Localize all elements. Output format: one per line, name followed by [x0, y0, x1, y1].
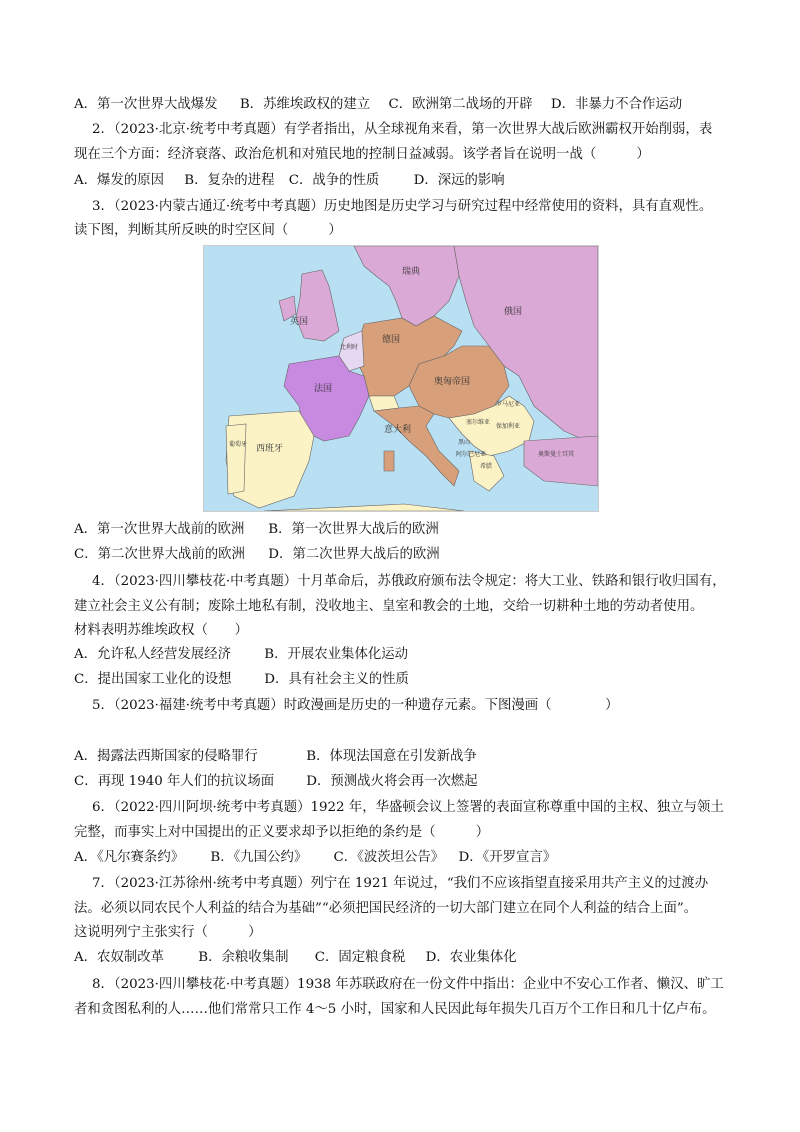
- q2-option-a[interactable]: A．爆发的原因: [74, 173, 165, 188]
- region-portugal: [226, 424, 246, 494]
- map-label-montenegro: 黑山: [458, 439, 471, 446]
- map-label-belgium: 比利时: [340, 344, 359, 351]
- q4-option-c[interactable]: C．提出国家工业化的设想: [74, 672, 232, 687]
- q4-stem-line2: 建立社会主义公有制；废除土地私有制，没收地主、皇室和教会的土地，交给一切耕种土地的劳动者使用。: [74, 599, 704, 614]
- q7-options: [74, 948, 517, 968]
- region-sardinia: [384, 451, 394, 471]
- q4-options-row1: [74, 645, 408, 665]
- q6-options: [74, 848, 556, 868]
- q1-option-a[interactable]: A．第一次世界大战爆发: [74, 97, 218, 112]
- q6-option-a[interactable]: A．《凡尔赛条约》: [74, 850, 185, 865]
- map-label-portugal: 葡萄牙: [229, 441, 248, 448]
- q4-option-a[interactable]: A．允许私人经营发展经济: [74, 647, 231, 662]
- q1-option-c[interactable]: C．欧洲第二战场的开辟: [388, 97, 533, 112]
- q3-option-b[interactable]: B．第一次世界大战后的欧洲: [268, 522, 439, 537]
- q6-stem-line1: 6．（2022·四川阿坝·统考中考真题）1922 年，华盛顿会议上签署的表面宣称尊重中国的主权、独立与领土: [92, 800, 724, 815]
- q5-options-row2: [74, 772, 478, 792]
- q8-stem-line1: 8．（2023·四川攀枝花·中考真题）1938 年苏联政府在一份文件中指出：企业中不安心工作者、懒汉、旷工: [92, 977, 724, 992]
- q6-option-b[interactable]: B．《九国公约》: [210, 850, 308, 865]
- q3-stem-line2: 读下图，判断其所反映的时空区间（ ）: [74, 223, 342, 238]
- q1-option-b[interactable]: B．苏维埃政权的建立: [239, 97, 371, 112]
- map-label-spain: 西班牙: [256, 444, 284, 454]
- q7-option-c[interactable]: C．固定粮食税: [314, 950, 406, 965]
- q3-option-a[interactable]: A．第一次世界大战前的欧洲: [74, 522, 245, 537]
- q7-option-a[interactable]: A．农奴制改革: [74, 950, 165, 965]
- q3-option-c[interactable]: C．第二次世界大战前的欧洲: [74, 547, 245, 562]
- europe-map: [203, 245, 599, 512]
- q4-option-b[interactable]: B．开展农业集体化运动: [264, 647, 409, 662]
- q2-option-d[interactable]: D．深远的影响: [413, 173, 505, 188]
- q4-stem-line1: 4．（2023·四川攀枝花·中考真题）十月革命后，苏俄政府颁布法令规定：将大工业、铁路和银行收归国有，: [92, 574, 726, 589]
- q4-stem-line3: 材料表明苏维埃政权（ ）: [74, 623, 249, 638]
- q3-option-d[interactable]: D．第二次世界大战后的欧洲: [268, 547, 440, 562]
- q2-option-b[interactable]: B．复杂的进程: [184, 173, 275, 188]
- map-label-france: 法国: [314, 384, 333, 394]
- map-label-germany: 德国: [382, 335, 401, 345]
- q5-options-row1: [74, 747, 477, 767]
- map-label-romania: 罗马尼亚: [496, 401, 521, 408]
- q2-stem-line1: 2．（2023·北京·统考中考真题）有学者指出，从全球视角来看，第一次世界大战后欧洲霸权开始削弱，表: [92, 122, 713, 137]
- q2-options: [74, 171, 505, 191]
- map-label-ottoman: 奥斯曼土耳其: [538, 451, 575, 458]
- map-label-albania: 阿尔巴尼亚: [456, 451, 487, 458]
- map-label-serbia: 塞尔维亚: [466, 419, 491, 426]
- q3-stem-line1: 3．（2023·内蒙古通辽·统考中考真题）历史地图是历史学习与研究过程中经常使用的资料，具有直观性。: [92, 199, 713, 214]
- q2-stem-line2: 现在三个方面：经济衰落、政治危机和对殖民地的控制日益减弱。该学者旨在说明一战（ ）: [74, 147, 650, 162]
- q3-options-row2: [74, 545, 440, 565]
- europe-map-svg: [204, 246, 598, 511]
- map-label-sweden: 瑞典: [402, 267, 421, 277]
- q5-option-d[interactable]: D．预测战火将会再一次燃起: [306, 774, 478, 789]
- q5-stem-line1: 5．（2023·福建·统考中考真题）时政漫画是历史的一种遗存元素。下图漫画（ ）: [92, 698, 619, 713]
- q7-option-d[interactable]: D．农业集体化: [425, 950, 517, 965]
- map-label-russia: 俄国: [504, 307, 523, 317]
- q5-option-b[interactable]: B．体现法国意在引发新战争: [306, 749, 477, 764]
- map-label-bulgaria: 保加利亚: [496, 423, 521, 430]
- q5-option-a[interactable]: A．揭露法西斯国家的侵略罪行: [74, 749, 258, 764]
- q6-option-d[interactable]: D．《开罗宣言》: [458, 850, 557, 865]
- q4-option-d[interactable]: D．具有社会主义的性质: [264, 672, 409, 687]
- q7-stem-line3: 这说明列宁主张实行（ ）: [74, 925, 262, 940]
- q7-stem-line1: 7．（2023·江苏徐州·统考中考真题）列宁在 1921 年说过，“我们不应该指望直接采用共产主义的过渡办: [92, 876, 709, 891]
- q7-stem-line2: 法。必须以同农民个人利益的结合为基础”“必须把国民经济的一切大部门建立在同个人利益的结合上面”。: [74, 901, 698, 916]
- q4-options-row2: [74, 670, 409, 690]
- map-label-austria-hungary: 奥匈帝国: [434, 377, 471, 387]
- map-label-italy: 意大利: [384, 425, 412, 435]
- q6-option-c[interactable]: C．《波茨坦公告》: [333, 850, 445, 865]
- q1-option-d[interactable]: D．非暴力不合作运动: [550, 97, 683, 112]
- q8-stem-line2: 者和贪图私利的人……他们常常只工作 4～5 小时，国家和人民因此每年损失几百万个工作日和几十亿卢布。: [74, 1002, 716, 1017]
- q1-options: [74, 95, 682, 115]
- q2-option-c[interactable]: C．战争的性质: [288, 173, 380, 188]
- q5-option-c[interactable]: C．再现 1940 年人们的抗议场面: [74, 774, 275, 789]
- q3-options-row1: [74, 520, 439, 540]
- map-label-britain: 英国: [290, 317, 309, 327]
- q6-stem-line2: 完整，而事实上对中国提出的正义要求却予以拒绝的条约是（ ）: [74, 825, 490, 840]
- map-label-greece: 希腊: [480, 463, 493, 470]
- q7-option-b[interactable]: B．余粮收集制: [198, 950, 289, 965]
